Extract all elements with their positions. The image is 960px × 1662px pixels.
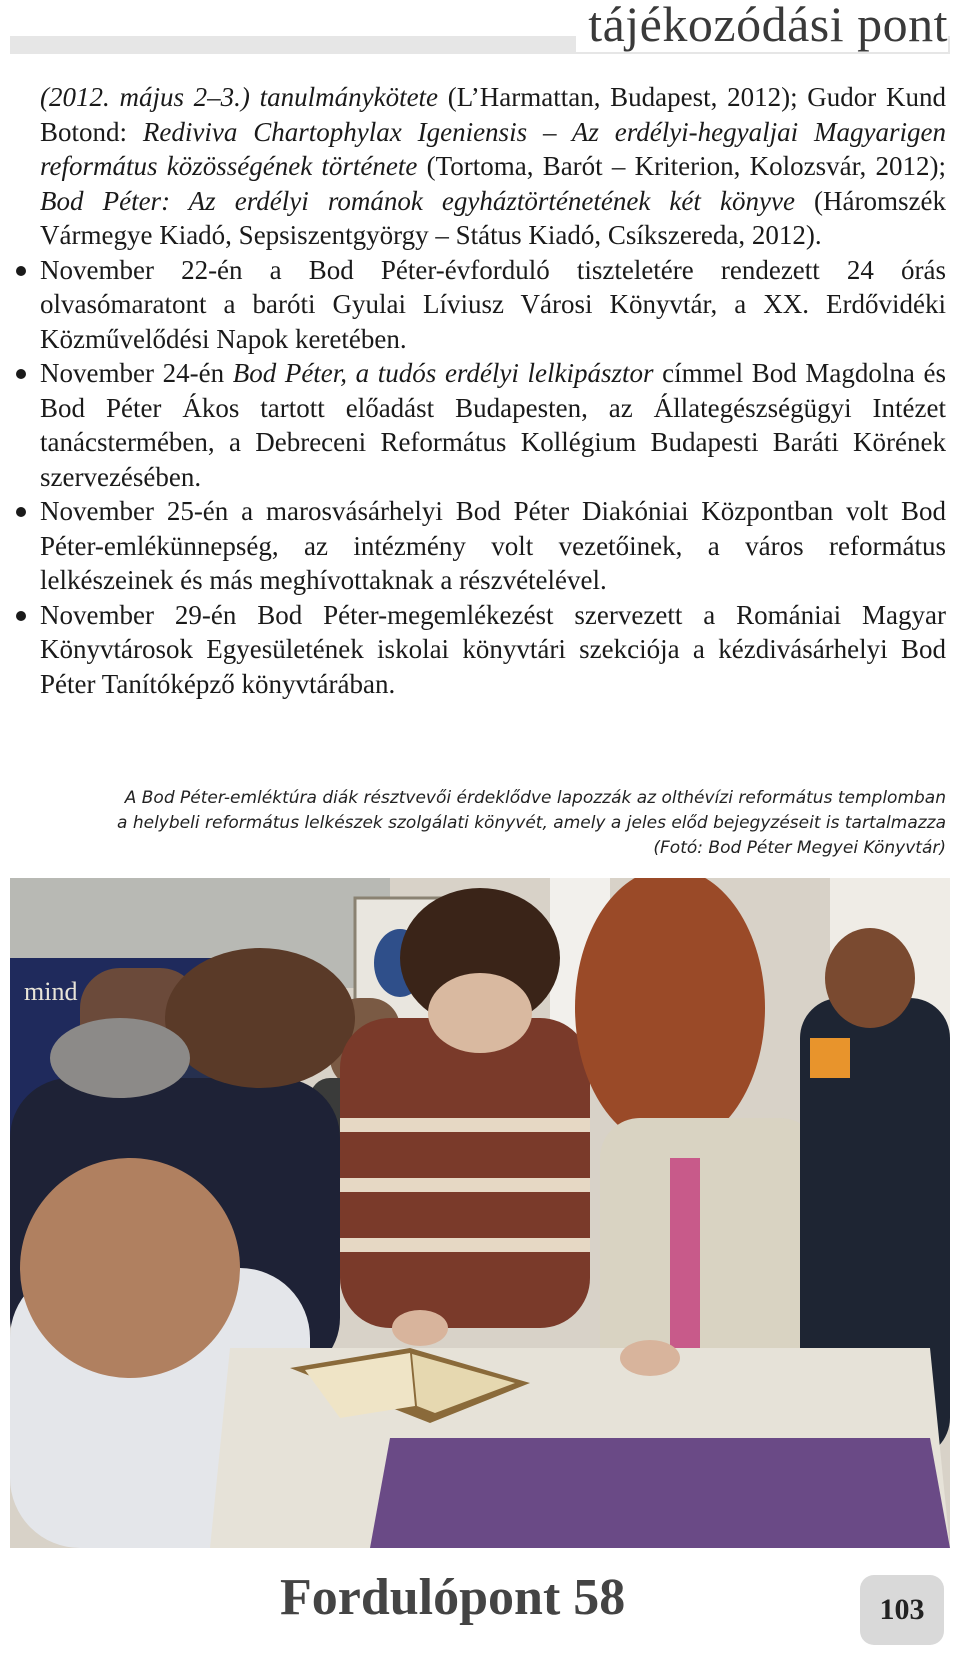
bullet-icon <box>16 611 26 621</box>
bullet-icon <box>16 507 26 517</box>
event-photo <box>10 878 950 1548</box>
list-item-text: November 29-én Bod Péter-megemlékezést szervezett a Romániai Magyar Könyvtárosok Egyesületének iskolai könyvtári szekciója a kézdivásárhelyi Bod Péter Tanítóképző könyvtárában. <box>40 599 946 699</box>
sweater-stripe <box>340 1178 590 1192</box>
lecture-title: Bod Péter, a tudós erdélyi lelkipásztor <box>232 358 654 388</box>
photo-caption <box>40 786 946 861</box>
person-sweater <box>340 1018 590 1328</box>
intro-text-1: (L’Harmattan, Budapest, 2012); Gudor Kund Botond: <box>40 82 946 147</box>
intro-italic-3: Bod Péter: Az erdélyi románok egyháztörténetének két könyve <box>40 185 795 216</box>
article-body <box>40 80 946 701</box>
banner-text: mind <box>24 977 78 1006</box>
embroidery-band <box>370 1438 950 1548</box>
person-hair <box>165 948 355 1088</box>
list-item-text: November 25-én a marosvásárhelyi Bod Péter Diakóniai Központban volt Bod Péter-emlékünnepség, az intézmény volt vezetőinek, a város református lelkészeinek és más meghívottaknak a részvételével. <box>40 496 946 595</box>
person-hair <box>20 1158 240 1378</box>
list-item <box>40 494 946 598</box>
fur-collar <box>50 1018 190 1098</box>
magazine-title: Fordulópont 58 <box>280 1569 626 1626</box>
list-item <box>40 253 946 357</box>
person-face <box>428 973 532 1053</box>
list-item-text: November 22-én a Bod Péter-évforduló tiszteletére rendezett 24 órás olvasómaratont a baróti Gyulai Líviusz Városi Könyvtár, a XX. Erdővidéki Közművelődési Napok keretében. <box>40 254 946 354</box>
orange-scarf <box>810 1038 850 1078</box>
sweater-stripe <box>340 1238 590 1252</box>
intro-italic-2: Rediviva Chartophylax Igeniensis – Az erdélyi-hegyaljai Magyarigen református közösségének története <box>40 116 946 181</box>
intro-text-3: (Háromszék Vármegye Kiadó, Sepsiszentgyörgy – Státus Kiadó, Csíkszereda, 2012). <box>40 185 946 250</box>
page-header <box>0 0 960 60</box>
hand <box>620 1340 680 1376</box>
bullet-icon <box>16 369 26 379</box>
intro-italic-1: (2012. május 2–3.) tanulmánykötete <box>40 82 439 112</box>
section-title: tájékozódási pont <box>576 0 948 52</box>
intro-paragraph <box>40 80 946 253</box>
event-list <box>40 253 946 702</box>
hand <box>392 1310 448 1346</box>
person-head <box>825 928 915 1028</box>
intro-text-2: (Tortoma, Barót – Kriterion, Kolozsvár, 2012); <box>417 151 946 181</box>
page-number-badge: 103 <box>860 1575 944 1645</box>
caption-credit: (Fotó: Bod Péter Megyei Könyvtár) <box>653 838 946 858</box>
list-item-text: címmel Bod Magdolna és Bod Péter Ákos tartott előadást Budapesten, az Állategészségügyi Intézet tanácstermében, a Debreceni Református Kollégium Budapesti Baráti Körének szervezésében. <box>40 358 947 492</box>
bullet-icon <box>16 266 26 276</box>
photo-illustration <box>10 878 950 1548</box>
caption-line-2: a helybeli református lelkészek szolgálati könyvét, amely a jeles előd bejegyzéseit is tartalmazza <box>117 813 946 833</box>
list-item <box>40 356 946 494</box>
list-item-text: November 24-én <box>40 358 233 388</box>
list-item <box>40 598 946 702</box>
caption-line-1: A Bod Péter-emléktúra diák résztvevői érdeklődve lapozzák az olthévízi református templomban <box>124 788 946 808</box>
sweater-stripe <box>340 1118 590 1132</box>
person-hair <box>575 878 765 1148</box>
